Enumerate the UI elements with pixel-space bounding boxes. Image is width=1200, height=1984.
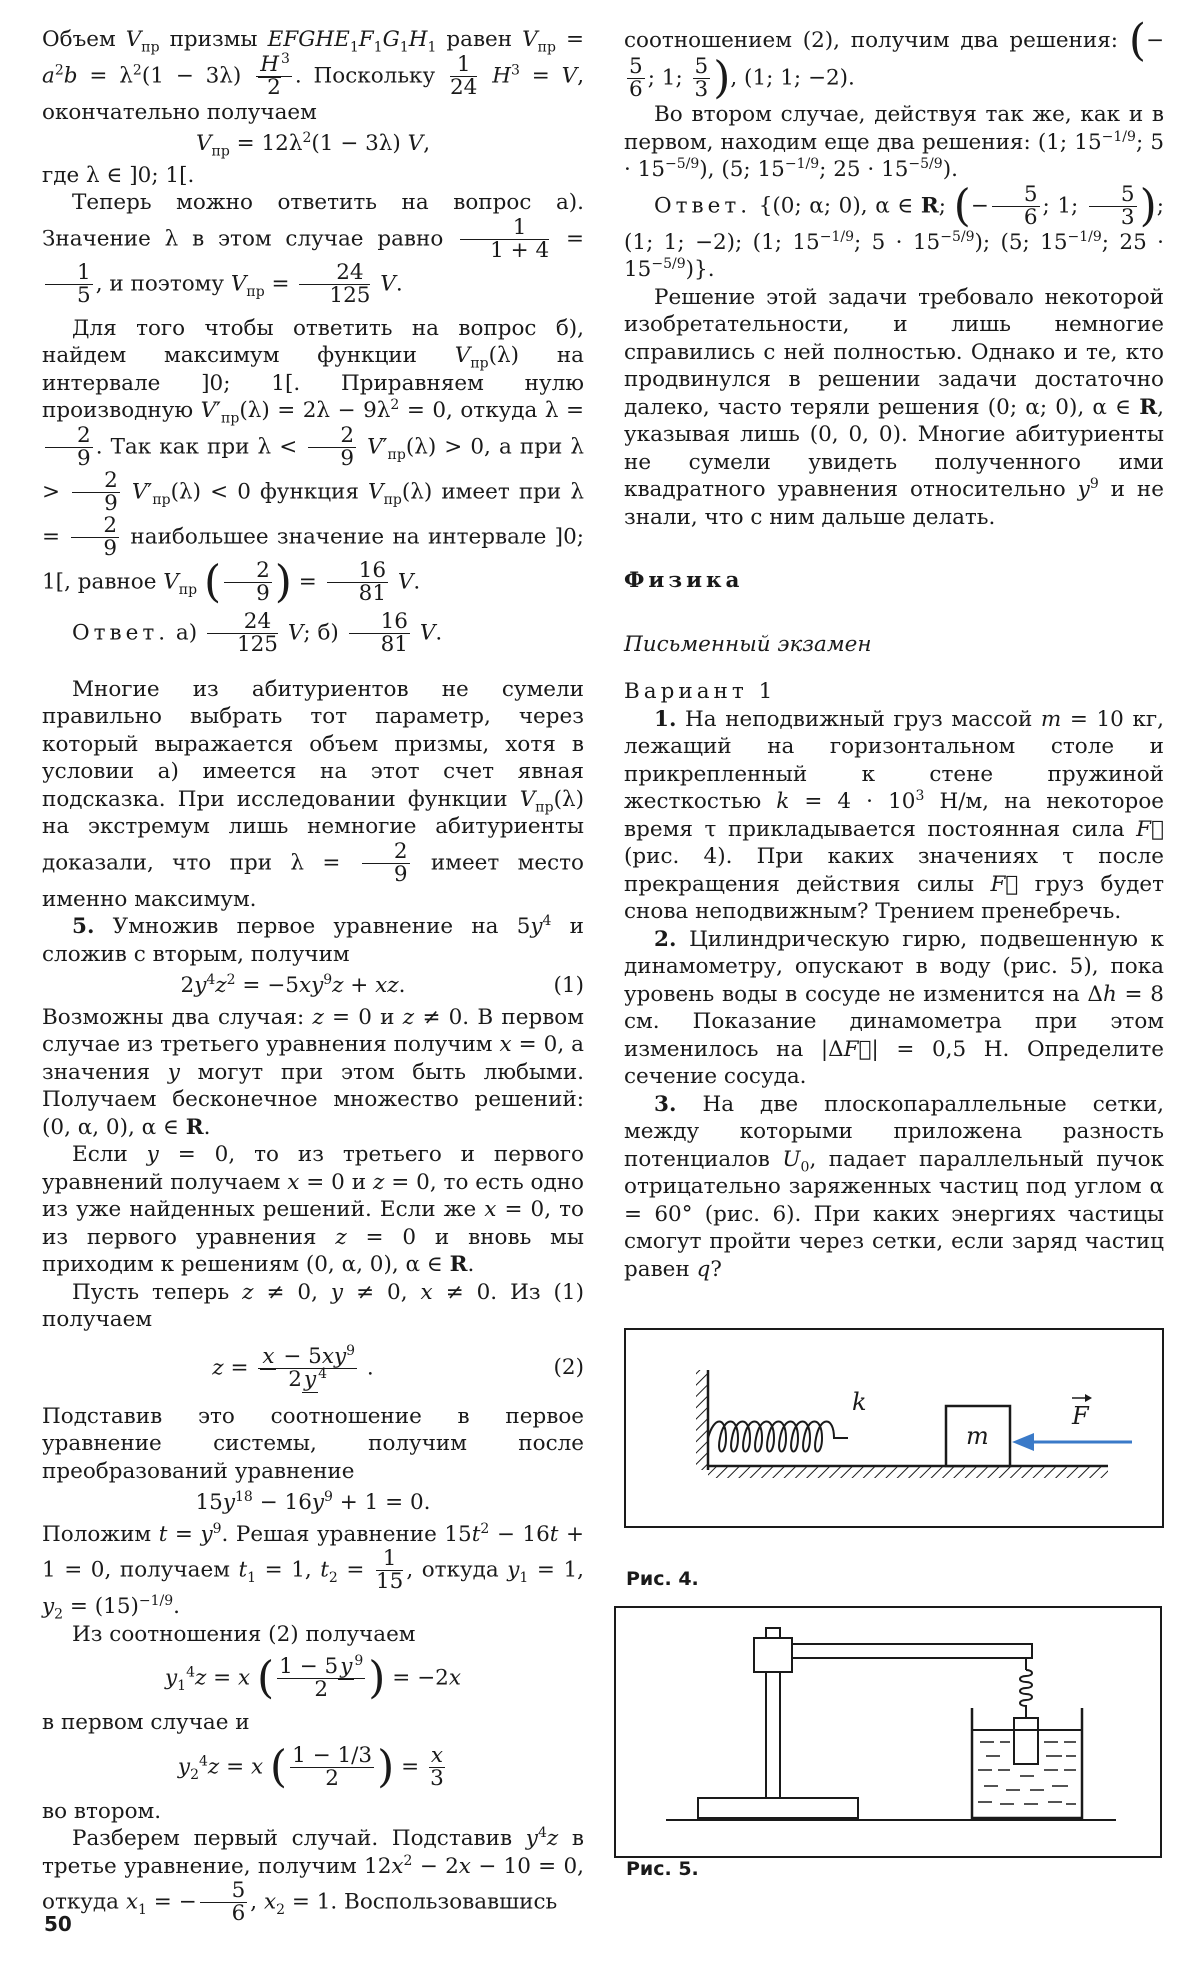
paragraph: Подставив это соотношение в первое уравнение системы, получим после преобразований уравнение: [42, 1403, 584, 1484]
clamp-knob: [766, 1628, 780, 1638]
paragraph: Многие из абитуриентов не сумели правильно выбрать тот параметр, через который выражается объем призмы, хотя в условии а) имеется на этот счет явная подсказка. При исследовании функции $V_{пр}(\lambda)$ на экстремум лишь немногие абитуриенты доказали, что при λ = $\frac{2}{9}$ имеет место именно максимум.: [42, 676, 584, 912]
stand-rod: [766, 1668, 780, 1798]
equation: $y_2^4z = x$ ( $\frac{1 - 1/3}{2}$ ) = $\frac{x}{3}$: [177, 1741, 444, 1792]
weight-cylinder: [1014, 1718, 1038, 1764]
problem-3: 3. На две плоскопараллельные сетки, между которыми приложена разность потенциалов $U_0$, падает параллельный пучок отрицательно заряженных частиц под углом α = 60° (рис. 6). При каких энергиях частицы смогут пройти через сетки, если заряд частиц равен q?: [624, 1091, 1164, 1282]
equation-numbered: $2y^4z^2 = -5xy^9z$ + xz. (1): [180, 971, 584, 998]
force-label: F: [1072, 1402, 1089, 1430]
paragraph: в первом случае и: [42, 1710, 250, 1735]
figure-5-caption: Рис. 5.: [626, 1858, 699, 1880]
stand-arm: [792, 1644, 1032, 1658]
equation-number: (2): [553, 1355, 584, 1381]
force-arrowhead: [1012, 1433, 1034, 1451]
right-column: [624, 15, 1165, 1283]
paragraph: Решение этой задачи требовало некоторой изобретательности, и лишь немногие справились с ней полностью. Однако и те, кто продвинулся в решении задачи достаточно далеко, часто теряли решения (0; α; 0), α ∈ R, указывая лишь (0, 0, 0). Многие абитуриенты не сумели увидеть полученного ими квадратного уравнения относительно $y^9$ и не знали, что с ним дальше делать.: [624, 284, 1164, 530]
spring-label: k: [852, 1388, 867, 1416]
mass-label: m: [966, 1422, 989, 1450]
clamp: [754, 1638, 792, 1672]
dynamometer-spring: [1020, 1670, 1032, 1718]
problem-2: 2. Цилиндрическую гирю, подвешенную к динамометру, опускают в воду (рис. 5), пока уровень воды в сосуде не изменится на Δh = 8 см. Показание динамометра при этом изменилось на |ΔF⃗| = 0,5 Н. Определите сечение сосуда.: [624, 926, 1164, 1089]
paragraph: Положим $t = y^9$. Решая уравнение $15t^2 - 16t + 1 = 0$, получаем $t_1 = 1$, $t_2$ = $\frac{1}{15}$ , откуда $y_1 = 1$, $y_2 = (15)^{-1/9}$.: [42, 1520, 584, 1623]
paragraph: Пусть теперь z ≠ 0, y ≠ 0, x ≠ 0. Из (1) получаем: [42, 1279, 585, 1332]
paragraph: 5. Умножив первое уравнение на $5y^4$ и сложив с вторым, получим: [42, 912, 584, 967]
equation: $V_{пр} = 12\lambda^2(1 - 3\lambda)$ V,: [195, 129, 431, 160]
paragraph: Теперь можно ответить на вопрос а). Значение λ в этом случае равно $\frac{1}{1 + 4}$ = $\frac{1}{5}$ , и поэтому $V_{пр}$ = $\frac{24}{125}$ V.: [42, 190, 584, 308]
figure-4-caption: Рис. 4.: [626, 1568, 699, 1590]
equation: $15y^{18} - 16y^9 + 1 = 0$.: [195, 1488, 431, 1515]
equation: $y_1^4z = x$ ( $\frac{1 - 5y ^9}{2}$ ) = −2x: [165, 1652, 461, 1704]
paragraph: Возможны два случая: z = 0 и z ≠ 0. В первом случае из третьего уравнения получим x = 0, а значения y могут при этом быть любыми. Получаем бесконечное множество решений: (0, α, 0), α ∈ R.: [42, 1004, 584, 1140]
page-number: 50: [44, 1912, 72, 1936]
floor-hatching: [708, 1466, 1108, 1478]
paragraph: соотношением (2), получим два решения: (− $\frac{5}{6}$ ; 1; $\frac{5}{3}$ ), (1; 1; −2).: [624, 15, 1164, 104]
equation-number: (1): [553, 973, 584, 998]
answer: Ответ. {(0; α; 0), α ∈ R; (− $\frac{5}{6}$ ; 1; $\frac{5}{3}$ ); (1; 1; −2); (1; $15^{-1/9}$; $5 \cdot 15^{-5/9}$); (5; $15^{-1/9}$; $25 \cdot 15^{-5/9}$)}.: [624, 180, 1165, 282]
variant-heading: Вариант 1: [624, 679, 777, 704]
spring-mass-diagram: [626, 1330, 1162, 1526]
stand-base: [698, 1798, 858, 1818]
paragraph: где λ ∈ ]0; 1[.: [42, 162, 195, 188]
answer: Ответ. а) $\frac{24}{125}$ V; б) $\frac{16}{81}$ V.: [72, 608, 443, 657]
paragraph: Объем $V_{пр}$ призмы $EFGHE_1F_1G_1H_1$ равен $V_{пр} = a^2b = \lambda^2(1 - 3\lambda)$ $\frac{H ^3}{2}$ . Поскольку $\frac{1}{24}$ $H^3 = V$, окончательно получаем: [42, 27, 585, 125]
subsection-heading: Письменный экзамен: [624, 631, 872, 657]
paragraph: Из соотношения (2) получаем: [72, 1621, 416, 1647]
section-heading: Физика: [624, 568, 744, 593]
left-column: [42, 26, 584, 1925]
equation-numbered: z = $\frac{x - 5xy^9}{2y ^4}$ . (2): [212, 1342, 584, 1392]
figure-4: [624, 1328, 1164, 1528]
figure-5: [614, 1606, 1162, 1858]
paragraph: Если y = 0, то из третьего и первого уравнений получаем x = 0 и z = 0, то есть одно из уже найденных решений. Если же x = 0, то из первого уравнения z = 0 и вновь мы приходим к решениям (0, α, 0), α ∈ R.: [42, 1142, 585, 1277]
wall-hatching: [696, 1370, 708, 1470]
paragraph: Во втором случае, действуя так же, как и в первом, находим еще два решения: (1; $15^{-1/9}$; $5 \cdot 15^{-5/9}$), (5; $15^{-1/9}$; $25 \cdot 15^{-5/9}$).: [624, 102, 1164, 182]
spring: [708, 1422, 848, 1452]
problem-1: 1. На неподвижный груз массой m = 10 кг, лежащий на горизонтальном столе и прикрепленный к стене пружиной жесткостью $k = 4 \cdot 10^3$ Н/м, на некоторое время τ прикладывается постоянная сила F⃗ (рис. 4). При каких значениях τ после прекращения действия силы F⃗ груз будет снова неподвижным? Трением пренебречь.: [624, 706, 1165, 924]
paragraph: во втором.: [42, 1798, 162, 1824]
dynamometer-diagram: [616, 1608, 1160, 1856]
paragraph: Разберем первый случай. Подставив $y^4z$ в третье уравнение, получим $12x^2 - 2x - 10 = 0$, откуда $x_1$ = − $\frac{5}{6}$ , $x_2 = 1$. Воспользовавшись: [42, 1824, 584, 1926]
paragraph: Для того чтобы ответить на вопрос б), найдем максимум функции $V_{пр}(\lambda)$ на интервале ]0; 1[. Приравняем нулю производную $V'_{пр}(\lambda) = 2\lambda - 9\lambda^2 = 0$, откуда λ = $\frac{2}{9}$ . Так как при λ < $\frac{2}{9}$ $V'_{пр}(\lambda) > 0$, а при λ > $\frac{2}{9}$ $V'_{пр}(\lambda) < 0$ функция $V_{пр}(\lambda)$ имеет при λ = $\frac{2}{9}$ наибольшее значение на интервале ]0; 1[, равное $V_{пр}$ ( $\frac{2}{9}$ ) = $\frac{16}{81}$ V.: [42, 315, 584, 607]
